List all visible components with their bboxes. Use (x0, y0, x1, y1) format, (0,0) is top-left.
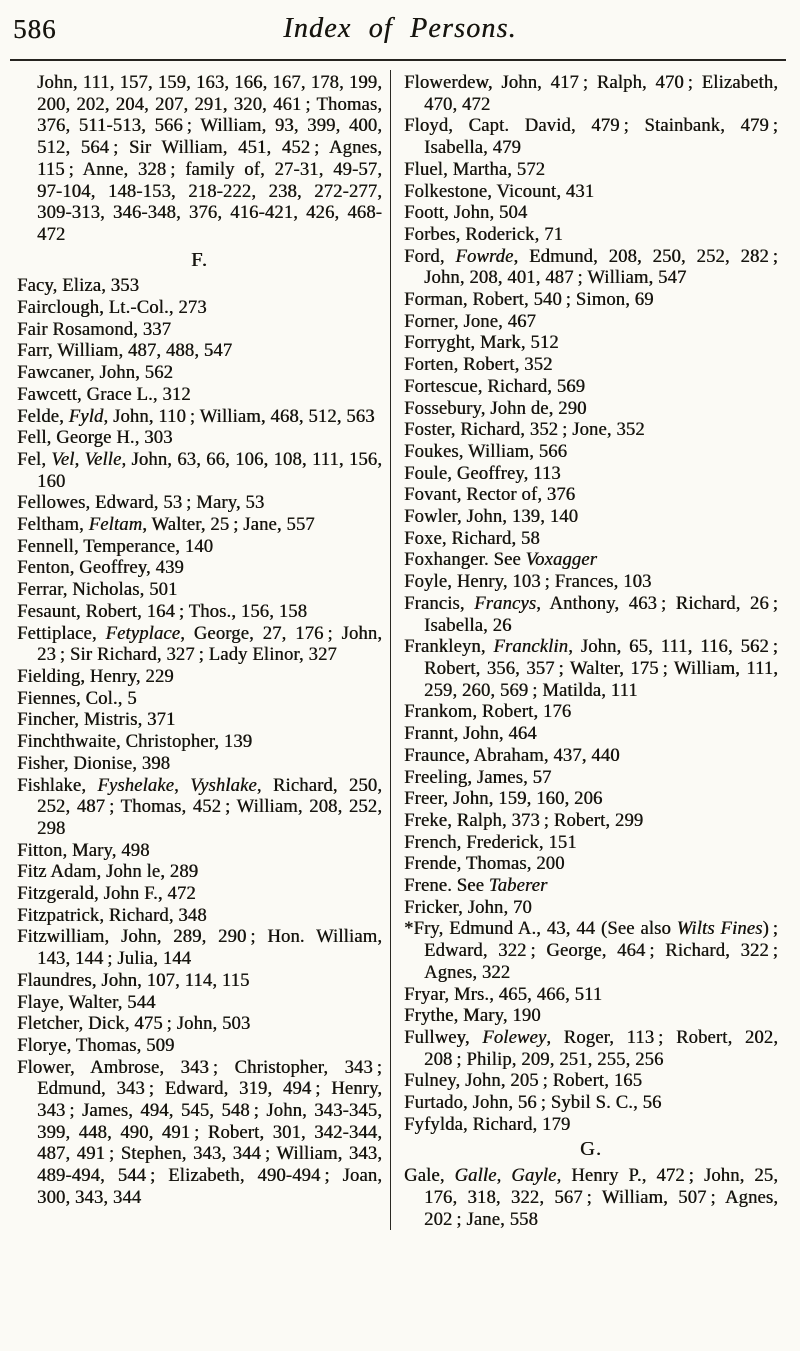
index-entry: Fawcaner, John, 562 (17, 362, 173, 384)
variant-name: Galle (454, 1165, 497, 1187)
index-entry: Fraunce, Abraham, 437, 440 (404, 744, 620, 766)
header-rule (10, 59, 786, 61)
index-entry: Fortescue, Richard, 569 (404, 375, 586, 397)
variant-name: Vyshlake (190, 774, 257, 796)
variant-name: Folewey (482, 1026, 547, 1048)
index-entry: Fovant, Rector of, 376 (404, 484, 576, 506)
index-entry: Fricker, John, 70 (404, 896, 532, 918)
page-title: Index of Persons. (283, 13, 517, 44)
index-entry: Fluel, Martha, 572 (404, 158, 546, 180)
variant-name: Gayle (511, 1165, 557, 1187)
variant-name: Feltam (88, 514, 143, 536)
index-entry: Foxe, Richard, 58 (404, 527, 540, 549)
variant-name: Fyshelake (97, 774, 175, 796)
index-entry: Fishlake, Fyshelake, Vyshlake, Richard, 250, 252, 487 ; Thomas, 452 ; William, 208, 252, 298 (17, 774, 382, 839)
index-entry: Fletcher, Dick, 475 ; John, 503 (17, 1013, 251, 1035)
index-entry: Flower, Ambrose, 343 ; Christopher, 343 ; Edmund, 343 ; Edward, 319, 494 ; Henry, 343 ; James, 494, 545, 548 ; John, 343-345, 399, 448, 490, 491 ; Robert, 301, 342-344, 487, 491 ; Stephen, 343, 344 ; William, 343, 489-494, 544 ; Elizabeth, 490-494 ; Joan, 300, 343, 344 (17, 1056, 382, 1208)
index-entry: Fowler, John, 139, 140 (404, 506, 579, 528)
index-entry: Finchthwaite, Christopher, 139 (17, 731, 253, 753)
section-heading: F. (191, 248, 208, 271)
index-entry: Fulney, John, 205 ; Robert, 165 (404, 1070, 643, 1092)
index-entry: Freeling, James, 57 (404, 766, 552, 788)
index-entry: Ford, Fowrde, Edmund, 208, 250, 252, 282 ; John, 208, 401, 487 ; William, 547 (404, 245, 778, 289)
index-entry: Foyle, Henry, 103 ; Frances, 103 (404, 571, 652, 593)
variant-name: Fowrde (455, 245, 514, 267)
index-entry: Fincher, Mistris, 371 (17, 709, 176, 731)
index-entry: Freer, John, 159, 160, 206 (404, 788, 603, 810)
index-entry: Fel, Vel, Velle, John, 63, 66, 106, 108, 111, 156, 160 (17, 448, 382, 492)
index-entry: Fawcett, Grace L., 312 (17, 383, 191, 405)
variant-name: Wilts Fines (676, 918, 763, 940)
variant-name: Francklin (493, 636, 569, 658)
variant-name: Vel, Velle (51, 448, 122, 470)
left-column (10, 70, 391, 1230)
index-entry: Fair Rosamond, 337 (17, 318, 172, 340)
index-entry: Fitzgerald, John F., 472 (17, 883, 196, 905)
index-entry: Fyfylda, Richard, 179 (404, 1113, 571, 1135)
index-entry: Flaundres, John, 107, 114, 115 (17, 969, 250, 991)
index-entry: Furtado, John, 56 ; Sybil S. C., 56 (404, 1092, 662, 1114)
index-entry: Fisher, Dionise, 398 (17, 752, 171, 774)
section-heading: G. (580, 1138, 602, 1161)
index-entry: Floyd, Capt. David, 479 ; Stainbank, 479 ; Isabella, 479 (404, 115, 778, 159)
index-entry: Fairclough, Lt.-Col., 273 (17, 297, 207, 319)
index-entry: Forryght, Mark, 512 (404, 332, 559, 354)
index-entry: Frankom, Robert, 176 (404, 701, 572, 723)
index-entry: Gale, Galle, Gayle, Henry P., 472 ; John, 25, 176, 318, 322, 567 ; William, 507 ; Agnes, 202 ; Jane, 558 (404, 1165, 778, 1230)
index-entry: Florye, Thomas, 509 (17, 1034, 175, 1056)
index-entry: Fellowes, Edward, 53 ; Mary, 53 (17, 492, 265, 514)
index-entry: Fitz Adam, John le, 289 (17, 861, 199, 883)
index-entry: Fenton, Geoffrey, 439 (17, 557, 184, 579)
index-entry: Fitzwilliam, John, 289, 290 ; Hon. William, 143, 144 ; Julia, 144 (17, 926, 382, 970)
index-entry: Foukes, William, 566 (404, 440, 568, 462)
index-entry: Farr, William, 487, 488, 547 (17, 340, 233, 362)
index-entry: French, Frederick, 151 (404, 831, 577, 853)
index-entry: Feltham, Feltam, Walter, 25 ; Jane, 557 (17, 514, 315, 536)
index-entry: Forman, Robert, 540 ; Simon, 69 (404, 289, 654, 311)
index-entry: Freke, Ralph, 373 ; Robert, 299 (404, 809, 644, 831)
index-entry: Frannt, John, 464 (404, 723, 537, 745)
index-entry: Fesaunt, Robert, 164 ; Thos., 156, 158 (17, 600, 308, 622)
index-entry: Foule, Geoffrey, 113 (404, 462, 561, 484)
index-entry: Flowerdew, John, 417 ; Ralph, 470 ; Elizabeth, 470, 472 (404, 72, 778, 115)
index-entry-continuation: John, 111, 157, 159, 163, 166, 167, 178, 199, 200, 202, 204, 207, 291, 320, 461 ; Thomas, 376, 511-513, 566 ; William, 93, 399, 400, 512, 564 ; Sir William, 451, 452 ; Agnes, 115 ; Anne, 328 ; family of, 27-31, 49-57, 97-104, 148-153, 218-222, 238, 272-277, 309-313, 346-348, 376, 416-421, 426, 468-472 (37, 72, 382, 245)
page-header (0, 0, 800, 54)
index-entry: Forner, Jone, 467 (404, 310, 536, 332)
index-entry: *Fry, Edmund A., 43, 44 (See also Wilts Fines) ; Edward, 322 ; George, 464 ; Richard, 322 ; Agnes, 322 (404, 918, 778, 983)
index-entry: Foster, Richard, 352 ; Jone, 352 (404, 419, 645, 441)
index-entry: Fullwey, Folewey, Roger, 113 ; Robert, 202, 208 ; Philip, 209, 251, 255, 256 (404, 1026, 778, 1070)
index-entry: Forten, Robert, 352 (404, 354, 553, 376)
index-entry: Fryar, Mrs., 465, 466, 511 (404, 983, 603, 1005)
index-entry: Fell, George H., 303 (17, 427, 173, 449)
index-entry: Francis, Francys, Anthony, 463 ; Richard, 26 ; Isabella, 26 (404, 592, 778, 636)
variant-name: Voxagger (525, 549, 597, 571)
index-entry: Folkestone, Vicount, 431 (404, 180, 595, 202)
index-entry: Fossebury, John de, 290 (404, 397, 587, 419)
index-entry: Forbes, Roderick, 71 (404, 223, 563, 245)
index-entry: Fielding, Henry, 229 (17, 665, 174, 687)
index-entry: Fettiplace, Fetyplace, George, 27, 176 ; John, 23 ; Sir Richard, 327 ; Lady Elinor, 327 (17, 622, 382, 666)
index-entry: Frende, Thomas, 200 (404, 853, 565, 875)
variant-name: Taberer (488, 875, 548, 897)
index-entry: Frankleyn, Francklin, John, 65, 111, 116, 562 ; Robert, 356, 357 ; Walter, 175 ; William, 111, 259, 260, 569 ; Matilda, 111 (404, 636, 779, 701)
index-entry: Frene. See Taberer (404, 875, 548, 897)
right-column (391, 70, 786, 1230)
index-columns (10, 70, 786, 1230)
page-number: 586 (13, 14, 57, 44)
index-entry: Fitton, Mary, 498 (17, 839, 150, 861)
variant-name: Francys (474, 592, 537, 614)
variant-name: Fetyplace (105, 622, 181, 644)
index-entry: Fennell, Temperance, 140 (17, 535, 214, 557)
index-entry: Fiennes, Col., 5 (17, 687, 137, 709)
index-entry: Flaye, Walter, 544 (17, 991, 156, 1013)
index-entry: Ferrar, Nicholas, 501 (17, 579, 178, 601)
index-entry: Fitzpatrick, Richard, 348 (17, 904, 207, 926)
index-entry: Foxhanger. See Voxagger (404, 549, 597, 571)
index-entry: Frythe, Mary, 190 (404, 1005, 541, 1027)
index-entry: Facy, Eliza, 353 (17, 275, 140, 297)
index-entry: Felde, Fyld, John, 110 ; William, 468, 512, 563 (17, 405, 375, 427)
variant-name: Fyld (68, 405, 104, 427)
index-entry: Foott, John, 504 (404, 202, 528, 224)
